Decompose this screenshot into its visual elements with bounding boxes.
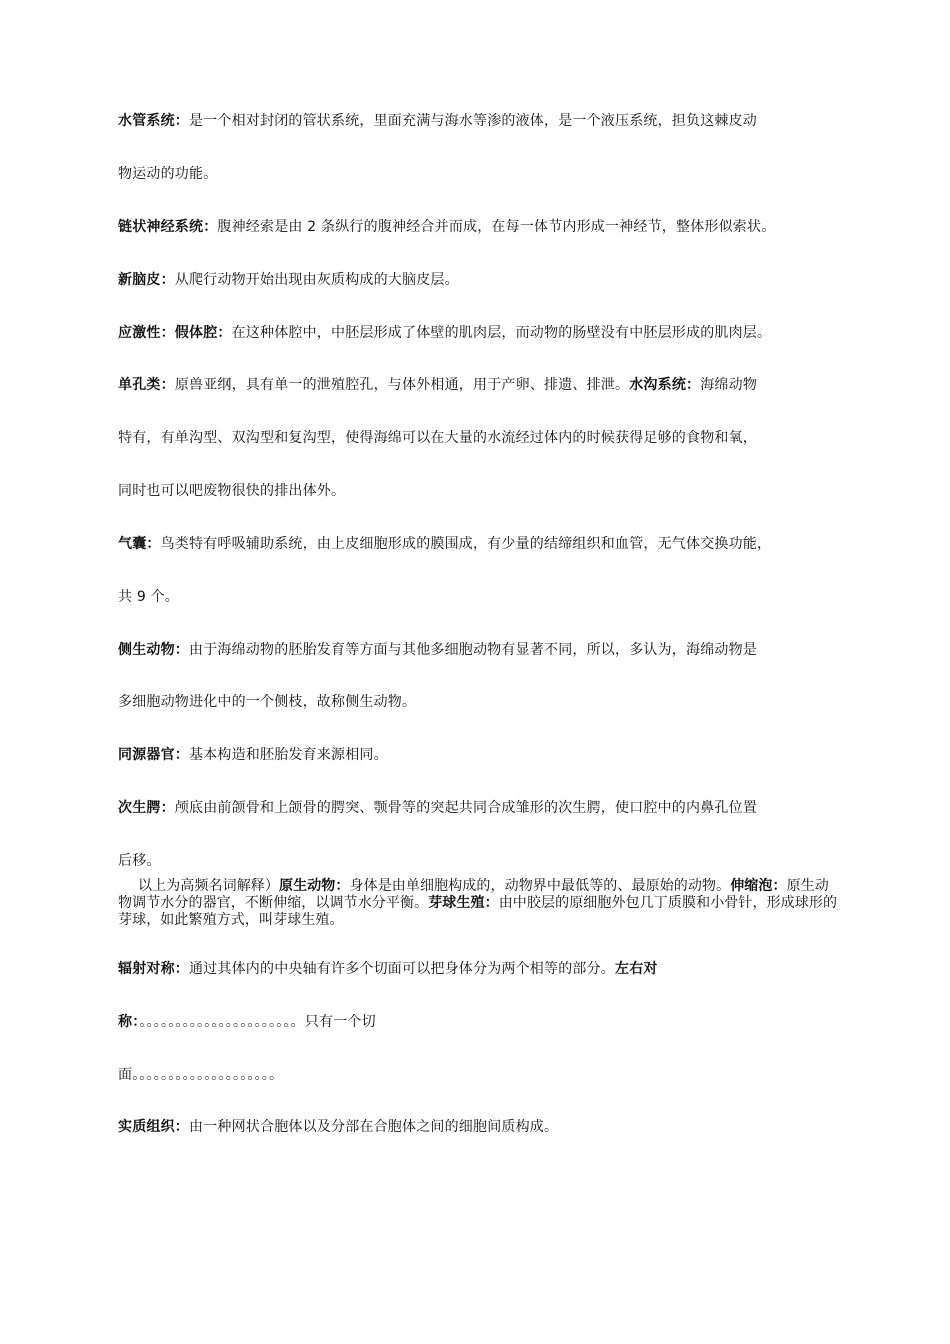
term: 新脑皮： [118, 272, 175, 288]
definition-continuation [118, 692, 848, 712]
definition-text: 腹神经索是由 2 条纵行的腹神经合并而成，在每一体节内形成一神经节，整体形似索状。 [217, 219, 776, 235]
compact-paragraph [118, 878, 838, 929]
term: 次生腭： [118, 800, 175, 816]
paragraph-text: 以上为高频名词解释） [138, 878, 279, 894]
definition-text: 原兽亚纲，具有单一的泄殖腔孔，与体外相通，用于产卵、排遗、排泄。 [174, 377, 630, 393]
term: 链状神经系统： [118, 219, 218, 235]
definition-text: 特有，有单沟型、双沟型和复沟型，使得海绵可以在大量的水流经过体内的时候获得足够的食物和氧， [118, 430, 757, 446]
definition-text: 后移。 [118, 853, 161, 869]
term: 单孔类： [118, 377, 175, 393]
term: 水管系统： [118, 113, 189, 129]
definition-text: 在这种体腔中，中胚层形成了体壁的肌肉层，而动物的肠壁没有中胚层形成的肌肉层。 [231, 325, 772, 341]
definition-text: 由一种网状合胞体以及分部在合胞体之间的细胞间质构成。 [189, 1119, 559, 1135]
term: 左右对 [615, 961, 658, 977]
definition-continuation [118, 1065, 848, 1085]
term: 称： [118, 1014, 140, 1030]
definition-text: 海绵动物 [700, 377, 758, 393]
term: 芽球生殖： [428, 895, 499, 911]
definition-continuation [118, 164, 848, 184]
definition-text: 共 9 个。 [118, 589, 180, 605]
definition-text: 从爬行动物开始出现由灰质构成的大脑皮层。 [174, 272, 459, 288]
term: 应激性：假体腔： [118, 325, 232, 341]
term: 伸缩泡： [730, 878, 787, 894]
definition-parazoa [118, 640, 848, 660]
definition-text: 物运动的功能。 [118, 166, 218, 182]
definition-text: 。。。。。。。。。。。。。。。。。。。。。。只有一个切 [139, 1014, 376, 1030]
term: 同源器官： [118, 747, 189, 763]
term: 气囊： [118, 536, 161, 552]
definition-neopallium [118, 270, 848, 290]
definition-text: 基本构造和胚胎发育来源相同。 [189, 747, 388, 763]
definition-water-vascular-system [118, 111, 848, 131]
definition-homologous-organ [118, 745, 848, 765]
definition-text: 鸟类特有呼吸辅助系统，由上皮细胞形成的膜围成，有少量的结缔组织和血管，无气体交换功能， [160, 536, 772, 552]
term: 辐射对称： [118, 961, 189, 977]
paragraph-text: 由中胶层的原细胞外包几丁质膜和小骨针，形成球形的芽球，如此繁殖方式，叫芽球生殖。 [118, 895, 838, 928]
definition-secondary-palate [118, 798, 848, 818]
definition-parenchyma [118, 1117, 848, 1137]
paragraph-text: 身体是由单细胞构成的，动物界中最低等的、最原始的动物。 [349, 878, 731, 894]
definition-continuation [118, 428, 848, 448]
definition-text: 颅底由前颌骨和上颌骨的腭突、颚骨等的突起共同合成雏形的次生腭，使口腔中的内鼻孔位置 [174, 800, 758, 816]
definition-air-sac [118, 534, 848, 554]
definition-text: 面。。。。。。。。。。。。。。。。。。。。 [118, 1067, 284, 1083]
definition-ladder-nervous-system [118, 217, 848, 237]
definition-bilateral-symmetry [118, 1012, 848, 1032]
term: 侧生动物： [118, 642, 189, 658]
term: 水沟系统： [629, 377, 701, 393]
definition-text: 是一个相对封闭的管状系统，里面充满与海水等渗的液体，是一个液压系统，担负这棘皮动 [189, 113, 757, 129]
definition-text: 由于海绵动物的胚胎发育等方面与其他多细胞动物有显著不同，所以，多认为，海绵动物是 [189, 642, 757, 658]
term: 实质组织： [118, 1119, 189, 1135]
definition-continuation [118, 481, 848, 501]
term: 原生动物： [279, 878, 350, 894]
definition-text: 同时也可以吧废物很快的排出体外。 [118, 483, 346, 499]
definition-pseudocoelom [118, 323, 848, 343]
definition-continuation [118, 587, 848, 607]
definition-text: 通过其体内的中央轴有许多个切面可以把身体分为两个相等的部分。 [189, 961, 615, 977]
definition-monotremes [118, 375, 848, 395]
definition-continuation [118, 851, 848, 871]
definition-radial-symmetry [118, 959, 848, 979]
definition-text: 多细胞动物进化中的一个侧枝，故称侧生动物。 [118, 694, 417, 710]
paragraph-text: 原生动物调节水分的器官，不断伸缩，以调节水分平衡。 [118, 878, 829, 911]
